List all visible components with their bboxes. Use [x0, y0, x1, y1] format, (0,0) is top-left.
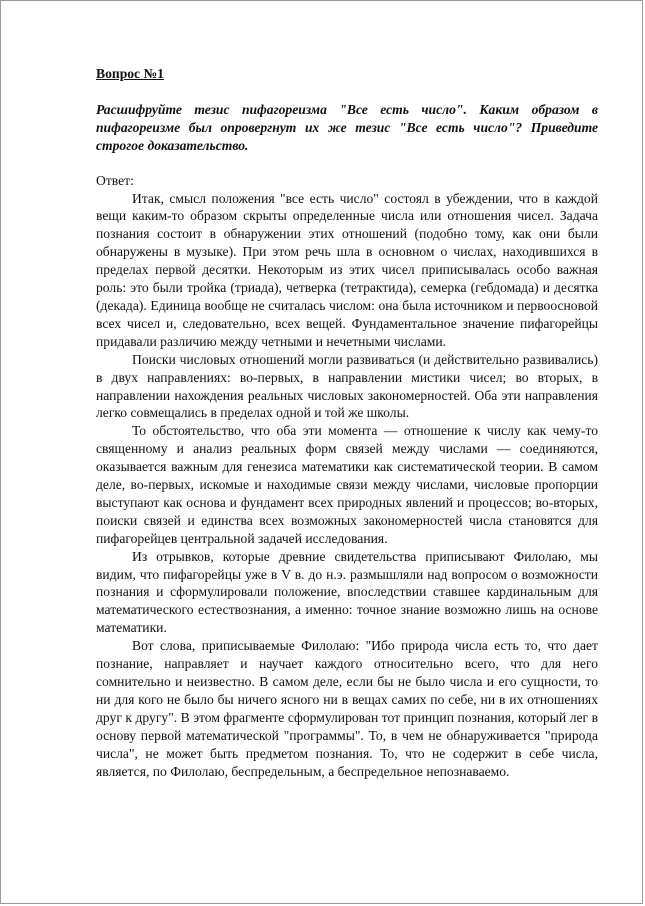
answer-paragraph-2: Поиски числовых отношений могли развиваться (и действительно развивались) в двух направлениях: во-первых, в направлении мистики чисел; во вторых, в направлении нахождения реальных числовых закономерностей. Оба эти направления легко совмещались в пределах одной и той же школы. [96, 351, 598, 421]
question-text: Расшифруйте тезис пифагореизма "Все есть число". Каким образом в пифагореизме был опровергнут их же тезис "Все есть число"? Приведите строгое доказательство. [96, 101, 598, 153]
document-body [96, 65, 598, 780]
answer-label: Ответ: [96, 172, 134, 188]
answer-paragraph-1: Итак, смысл положения "все есть число" состоял в убеждении, что в каждой вещи каким-то образом скрыты определенные числа или отношения чисел. Задача познания состоит в обнаружении этих отношений (подобно тому, как они были обнаружены в музыке). При этом речь шла в основном о числах, находившихся в пределах первой десятки. Некоторым из этих чисел приписывалась особо важная роль: это были тройка (триада), четверка (тетрактида), семерка (гебдомада) и десятка (декада). Единица вообще не считалась числом: она была источником и первоосновой всех чисел и, следовательно, всех вещей. Фундаментальное значение пифагорейцы придавали различию между четными и нечетными числами. [96, 190, 598, 349]
question-heading: Вопрос №1 [96, 66, 164, 81]
answer-paragraph-3: То обстоятельство, что оба эти момента — отношение к числу как чему-то священному и анализ реальных форм связей между числами — соединяются, оказывается важным для генезиса математики как систематической теории. В самом деле, во-первых, искомые и находимые связи между числами, числовые пропорции выступают как основа и фундамент всех природных явлений и процессов; во-вторых, поиски связей и единства всех возможных закономерностей числа становятся для пифагорейцев центральной задачей исследования. [96, 423, 598, 546]
answer-paragraph-4: Из отрывков, которые древние свидетельства приписывают Филолаю, мы видим, что пифагорейцы уже в V в. до н.э. размышляли над вопросом о возможности познания и сформулировали положение, впоследствии ставшее кардинальным для математического естествознания, а именно: точное знание возможно лишь на основе математики. [96, 548, 598, 636]
answer-paragraph-5: Вот слова, приписываемые Филолаю: "Ибо природа числа есть то, что дает познание, направляет и научает каждого относительно всего, что для него сомнительно и неизвестно. В самом деле, если бы не было числа и его сущности, то ни для кого не было бы ничего ясного ни в вещах самих по себе, ни в их отношениях друг к другу". В этом фрагменте сформулирован тот принцип познания, который лег в основу первой математической "программы". То, в чем не обнаруживается "природа числа", не может быть предметом познания. То, что не содержит в себе числа, является, по Филолаю, беспредельным, а беспредельное непознаваемо. [96, 638, 598, 779]
